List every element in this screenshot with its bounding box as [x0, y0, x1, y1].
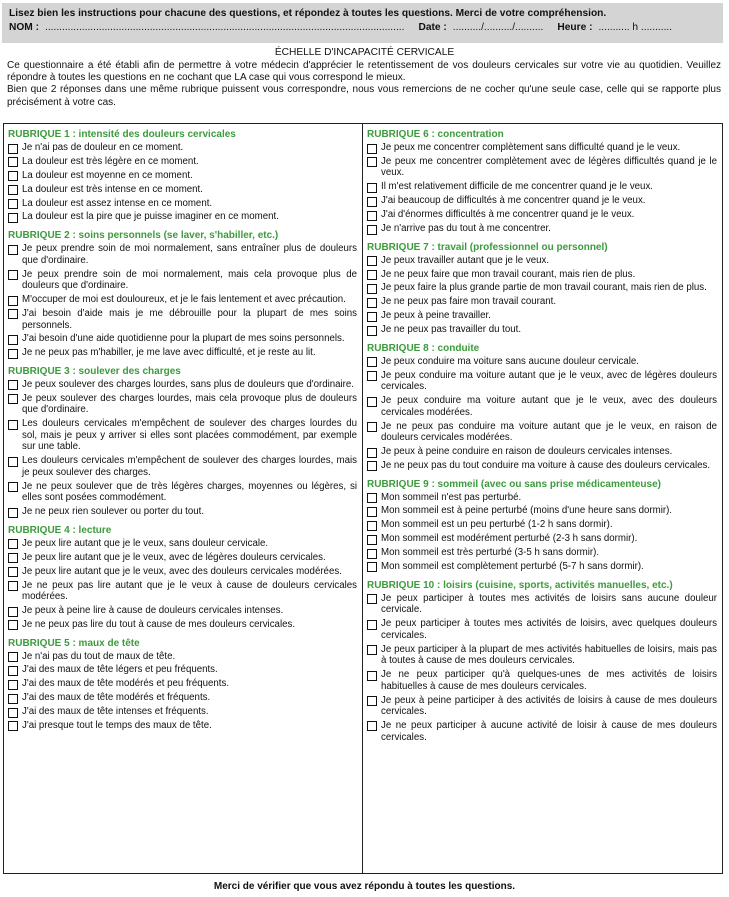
rubric-title: RUBRIQUE 9 : sommeil (avec ou sans prise médicamenteuse) [367, 478, 661, 490]
answer-option[interactable] [367, 695, 717, 718]
answer-checkbox[interactable] [367, 284, 377, 294]
answer-checkbox[interactable] [367, 721, 377, 731]
answer-checkbox[interactable] [367, 620, 377, 630]
answer-checkbox[interactable] [8, 335, 18, 345]
answer-option[interactable] [8, 538, 357, 550]
answer-option[interactable] [367, 310, 717, 322]
answer-checkbox[interactable] [367, 507, 377, 517]
answer-text: M'occuper de moi est douloureux, et je le fais lentement et avec précaution. [22, 294, 346, 306]
rubric-title: RUBRIQUE 8 : conduite [367, 342, 480, 354]
answer-text: Je peux à peine lire à cause de douleurs cervicales intenses. [22, 605, 284, 617]
answer-text: Je ne peux pas faire mon travail courant. [381, 296, 557, 308]
answer-option[interactable] [367, 324, 717, 336]
answer-text: Je n'ai pas du tout de maux de tête. [22, 650, 176, 662]
answer-option[interactable] [8, 678, 357, 690]
rubric-section [367, 478, 717, 573]
date-label: Date : [418, 22, 447, 33]
instructions-bar [2, 3, 723, 43]
answer-option[interactable] [367, 505, 717, 517]
rubric-title: RUBRIQUE 3 : soulever des charges [8, 365, 181, 377]
answer-option[interactable] [367, 181, 717, 193]
answer-option[interactable] [367, 223, 717, 235]
answer-text: Je ne peux pas lire autant que je le veux à cause de douleurs cervicales modérées. [22, 579, 357, 603]
answer-checkbox[interactable] [8, 680, 18, 690]
rubric-section [8, 524, 357, 631]
answer-checkbox[interactable] [8, 508, 18, 518]
answer-option[interactable] [367, 421, 717, 444]
answer-text: Je peux me concentrer complètement avec de légères difficultés quand je le veux. [381, 155, 717, 179]
answer-checkbox[interactable] [367, 645, 377, 655]
answer-option[interactable] [367, 255, 717, 267]
answer-text: Je peux travailler autant que je le veux. [381, 254, 550, 266]
answer-option[interactable] [8, 720, 357, 732]
answer-text: Je peux conduire ma voiture sans aucune douleur cervicale. [381, 355, 639, 367]
answer-checkbox[interactable] [8, 553, 18, 563]
intro-paragraph-1: Ce questionnaire a été établi afin de permettre à votre médecin d'apprécier le retentissement de vos douleurs cervicales sur votre vie au quotidien. Veuillez répondre à toutes les questions en ne cochant que LA case qui vous correspond le mieux. [7, 60, 721, 84]
answer-text: Je ne peux pas lire du tout à cause de mes douleurs cervicales. [22, 618, 296, 630]
answer-text: Je ne peux faire que mon travail courant, mais rien de plus. [381, 268, 636, 280]
answer-option[interactable] [8, 393, 357, 416]
answer-checkbox[interactable] [367, 461, 377, 471]
answer-checkbox[interactable] [8, 157, 18, 167]
answer-checkbox[interactable] [8, 581, 18, 591]
answer-option[interactable] [367, 593, 717, 616]
answer-text: Je ne peux rien soulever ou porter du tout. [22, 506, 205, 518]
answer-checkbox[interactable] [367, 256, 377, 266]
answer-text: Je ne peux pas du tout conduire ma voiture à cause des douleurs cervicales. [381, 459, 711, 471]
left-column [4, 124, 363, 873]
answer-text: La douleur est très légère en ce moment. [22, 155, 199, 167]
answer-checkbox[interactable] [8, 349, 18, 359]
rubric-section [367, 579, 717, 744]
answer-option[interactable] [367, 669, 717, 692]
right-column [363, 124, 722, 873]
answer-checkbox[interactable] [367, 448, 377, 458]
answer-text: Je n'arrive pas du tout à me concentrer. [381, 223, 551, 235]
answer-option[interactable] [8, 170, 357, 182]
answer-text: Je peux me concentrer complètement sans difficulté quand je le veux. [381, 142, 681, 153]
answer-checkbox[interactable] [367, 144, 377, 154]
answer-option[interactable] [367, 547, 717, 559]
answer-text: Je peux lire autant que je le veux, avec des douleurs cervicales modérées. [22, 565, 342, 577]
answer-text: La douleur est moyenne en ce moment. [22, 169, 193, 181]
answer-text: Je ne peux pas m'habiller, je me lave avec difficulté, et je reste au lit. [22, 347, 316, 359]
answer-option[interactable] [8, 580, 357, 603]
answer-option[interactable] [367, 142, 717, 154]
answer-checkbox[interactable] [367, 549, 377, 559]
answer-checkbox[interactable] [8, 213, 18, 223]
answer-option[interactable] [367, 519, 717, 531]
answer-checkbox[interactable] [8, 144, 18, 154]
answer-checkbox[interactable] [8, 420, 18, 430]
answer-text: Je peux lire autant que je le veux, avec de légères douleurs cervicales. [22, 551, 326, 563]
answer-checkbox[interactable] [8, 652, 18, 662]
answer-text: Je peux participer à toutes mes activités de loisirs, avec quelques douleurs cervicales. [381, 618, 717, 641]
answer-text: J'ai des maux de tête intenses et fréquents. [22, 706, 209, 718]
answer-checkbox[interactable] [8, 539, 18, 549]
heure-label: Heure : [557, 22, 593, 33]
answer-option[interactable] [367, 282, 717, 294]
answer-text: Mon sommeil est complètement perturbé (5-7 h sans dormir). [381, 560, 644, 572]
answer-checkbox[interactable] [8, 245, 18, 255]
answer-checkbox[interactable] [8, 482, 18, 492]
rubric-section [8, 637, 357, 732]
answer-checkbox[interactable] [367, 562, 377, 572]
answer-text: Je peux prendre soin de moi normalement, sans entraîner plus de douleurs que d'ordinaire. [22, 243, 357, 266]
answer-checkbox[interactable] [367, 535, 377, 545]
answer-option[interactable] [8, 619, 357, 631]
answer-checkbox[interactable] [8, 694, 18, 704]
answer-option[interactable] [8, 156, 357, 168]
intro-paragraph-2: Bien que 2 réponses dans une même rubrique puissent vous correspondre, nous vous remercions de ne cocher qu'une seule case, celle qui se rapporte plus précisément à votre cas. [7, 84, 721, 108]
answer-checkbox[interactable] [367, 357, 377, 367]
answer-option[interactable] [8, 269, 357, 292]
answer-checkbox[interactable] [8, 394, 18, 404]
answer-checkbox[interactable] [8, 666, 18, 676]
answer-option[interactable] [8, 552, 357, 564]
answer-option[interactable] [8, 706, 357, 718]
answer-checkbox[interactable] [8, 721, 18, 731]
answer-option[interactable] [8, 481, 357, 504]
rubric-section [8, 229, 357, 359]
answer-text: J'ai presque tout le temps des maux de tête. [22, 719, 212, 731]
answer-option[interactable] [8, 243, 357, 266]
answer-text: Je peux conduire ma voiture autant que je le veux, avec des douleurs cervicales modérées. [381, 395, 717, 418]
answer-option[interactable] [8, 651, 357, 663]
answer-checkbox[interactable] [8, 607, 18, 617]
answer-option[interactable] [367, 195, 717, 207]
answer-option[interactable] [8, 506, 357, 518]
answer-checkbox[interactable] [8, 620, 18, 630]
answer-option[interactable] [8, 211, 357, 223]
answer-text: Je peux prendre soin de moi normalement, mais cela provoque plus de douleurs que d'ordinaire. [22, 268, 357, 292]
answer-text: Mon sommeil est modérément perturbé (2-3 h sans dormir). [381, 533, 638, 545]
answer-option[interactable] [8, 184, 357, 196]
answer-text: Mon sommeil n'est pas perturbé. [381, 491, 522, 503]
answer-option[interactable] [8, 692, 357, 704]
answer-option[interactable] [367, 269, 717, 281]
answer-option[interactable] [367, 720, 717, 743]
answer-text: Je ne peux soulever que de très légères charges, moyennes ou légères, si elles sont posées commodément. [22, 480, 357, 504]
answer-option[interactable] [367, 395, 717, 418]
answer-text: Mon sommeil est très perturbé (3-5 h sans dormir). [381, 547, 600, 559]
answer-text: Je peux à peine travailler. [381, 310, 491, 322]
answer-checkbox[interactable] [367, 270, 377, 280]
answer-option[interactable] [8, 418, 357, 453]
answer-text: Mon sommeil est un peu perturbé (1-2 h sans dormir). [381, 519, 613, 531]
answer-option[interactable] [8, 142, 357, 154]
answer-checkbox[interactable] [8, 270, 18, 280]
answer-option[interactable] [367, 296, 717, 308]
answer-text: J'ai des maux de tête légers et peu fréquents. [22, 664, 218, 676]
answer-checkbox[interactable] [8, 199, 18, 209]
answer-text: J'ai besoin d'aide mais je me débrouille pour la plupart de mes soins personnels. [22, 307, 357, 331]
rubric-section [367, 342, 717, 472]
answer-option[interactable] [367, 561, 717, 573]
answer-checkbox[interactable] [8, 171, 18, 181]
answer-option[interactable] [8, 605, 357, 617]
rubric-section [8, 365, 357, 518]
answer-checkbox[interactable] [367, 197, 377, 207]
answer-option[interactable] [367, 156, 717, 179]
answer-text: J'ai des maux de tête modérés et fréquents. [22, 692, 211, 704]
rubric-title: RUBRIQUE 2 : soins personnels (se laver, s'habiller, etc.) [8, 230, 279, 242]
rubric-title: RUBRIQUE 1 : intensité des douleurs cervicales [8, 129, 236, 140]
nom-label: NOM : [9, 22, 39, 33]
rubric-title: RUBRIQUE 10 : loisirs (cuisine, sports, activités manuelles, etc.) [367, 579, 673, 591]
answer-checkbox[interactable] [367, 696, 377, 706]
intro-text [7, 60, 721, 109]
answer-text: Je ne peux participer qu'à quelques-unes de mes activités de loisirs habituelles à cause de mes douleurs cervicales. [381, 669, 717, 692]
identity-fields [9, 21, 716, 35]
answer-text: Les douleurs cervicales m'empêchent de soulever des charges lourdes, mais je peux soulever des charges. [22, 455, 357, 478]
rubrics-table [3, 123, 723, 874]
answer-checkbox[interactable] [367, 298, 377, 308]
answer-checkbox[interactable] [8, 380, 18, 390]
answer-checkbox[interactable] [8, 708, 18, 718]
date-field[interactable]: ........../........../.......... [452, 22, 544, 33]
answer-text: Je peux soulever des charges lourdes, mais cela provoque plus de douleurs que d'ordinaire. [22, 392, 357, 416]
answer-checkbox[interactable] [367, 326, 377, 336]
answer-text: J'ai beaucoup de difficultés à me concentrer quand je le veux. [381, 195, 646, 207]
answer-text: Je ne peux pas conduire ma voiture autant que je le veux, en raison de douleurs cervicales modérées. [381, 420, 717, 444]
answer-checkbox[interactable] [367, 211, 377, 221]
answer-checkbox[interactable] [367, 671, 377, 681]
answer-option[interactable] [367, 209, 717, 221]
heure-field[interactable]: ........... h ........... [598, 22, 673, 33]
answer-option[interactable] [8, 566, 357, 578]
rubric-section [367, 128, 717, 235]
answer-checkbox[interactable] [367, 422, 377, 432]
answer-checkbox[interactable] [367, 521, 377, 531]
answer-option[interactable] [8, 455, 357, 478]
answer-checkbox[interactable] [367, 493, 377, 503]
answer-text: Je peux participer à toutes mes activités de loisirs sans aucune douleur cervicale. [381, 592, 717, 616]
answer-text: Je peux à peine conduire en raison de douleurs cervicales intenses. [381, 446, 673, 458]
rubric-title: RUBRIQUE 5 : maux de tête [8, 637, 140, 649]
answer-option[interactable] [367, 618, 717, 641]
rubric-title: RUBRIQUE 4 : lecture [8, 524, 112, 536]
answer-checkbox[interactable] [8, 309, 18, 319]
answer-option[interactable] [367, 533, 717, 545]
answer-checkbox[interactable] [367, 371, 377, 381]
answer-checkbox[interactable] [367, 312, 377, 322]
answer-text: Je peux lire autant que je le veux, sans douleur cervicale. [22, 537, 269, 549]
rubric-section [367, 241, 717, 336]
answer-checkbox[interactable] [367, 594, 377, 604]
answer-option[interactable] [8, 379, 357, 391]
answer-option[interactable] [367, 460, 717, 472]
answer-text: Je peux conduire ma voiture autant que je le veux, avec de légères douleurs cervicales. [381, 369, 717, 393]
answer-checkbox[interactable] [8, 185, 18, 195]
answer-text: Je ne peux pas travailler du tout. [381, 324, 522, 336]
answer-option[interactable] [8, 198, 357, 210]
answer-option[interactable] [8, 294, 357, 306]
answer-text: Je ne peux participer à aucune activité de loisir à cause de mes douleurs cervicales. [381, 719, 717, 743]
answer-text: Je peux faire la plus grande partie de mon travail courant, mais rien de plus. [381, 282, 707, 294]
answer-option[interactable] [8, 308, 357, 331]
answer-checkbox[interactable] [8, 296, 18, 306]
answer-checkbox[interactable] [8, 567, 18, 577]
answer-option[interactable] [367, 446, 717, 458]
page-title: ÉCHELLE D'INCAPACITÉ CERVICALE [274, 47, 455, 58]
answer-text: La douleur est la pire que je puisse imaginer en ce moment. [22, 211, 279, 223]
rubric-title: RUBRIQUE 7 : travail (professionnel ou personnel) [367, 241, 608, 253]
answer-checkbox[interactable] [367, 225, 377, 235]
answer-text: Je peux participer à la plupart de mes activités habituelles de loisirs, mais pas à toutes à cause de mes douleurs cervicales. [381, 643, 717, 667]
answer-text: J'ai des maux de tête modérés et peu fréquents. [22, 678, 230, 690]
answer-checkbox[interactable] [367, 183, 377, 193]
footer-note: Merci de vérifier que vous avez répondu à toutes les questions. [213, 881, 516, 892]
nom-field[interactable]: ............................................................................................................................... [45, 22, 405, 33]
answer-text: J'ai besoin d'une aide quotidienne pour la plupart de mes soins personnels. [22, 333, 345, 345]
answer-option[interactable] [8, 347, 357, 359]
answer-text: Mon sommeil est à peine perturbé (moins d'une heure sans dormir). [381, 505, 672, 517]
answer-option[interactable] [367, 370, 717, 393]
instructions-text: Lisez bien les instructions pour chacune des questions, et répondez à toutes les questions. Merci de votre compréhension. [9, 8, 607, 19]
answer-option[interactable] [367, 492, 717, 504]
answer-text: La douleur est très intense en ce moment. [22, 183, 203, 195]
answer-checkbox[interactable] [367, 157, 377, 167]
answer-option[interactable] [8, 333, 357, 345]
answer-option[interactable] [8, 664, 357, 676]
rubric-title: RUBRIQUE 6 : concentration [367, 129, 504, 140]
answer-text: La douleur est assez intense en ce moment. [22, 197, 213, 209]
rubric-section [8, 128, 357, 223]
answer-text: Je peux soulever des charges lourdes, sans plus de douleurs que d'ordinaire. [22, 378, 354, 390]
answer-text: Il m'est relativement difficile de me concentrer quand je le veux. [381, 181, 653, 193]
answer-option[interactable] [367, 644, 717, 667]
answer-checkbox[interactable] [8, 457, 18, 467]
answer-option[interactable] [367, 356, 717, 368]
answer-text: Je n'ai pas de douleur en ce moment. [22, 142, 184, 153]
answer-text: J'ai d'énormes difficultés à me concentrer quand je le veux. [381, 209, 635, 221]
answer-text: Les douleurs cervicales m'empêchent de soulever des charges lourdes du sol, mais je peux y arriver si elles sont placées commodément, par exemple sur une table. [22, 418, 357, 453]
answer-text: Je peux à peine participer à des activités de loisirs à cause de mes douleurs cervicales. [381, 694, 717, 718]
answer-checkbox[interactable] [367, 397, 377, 407]
